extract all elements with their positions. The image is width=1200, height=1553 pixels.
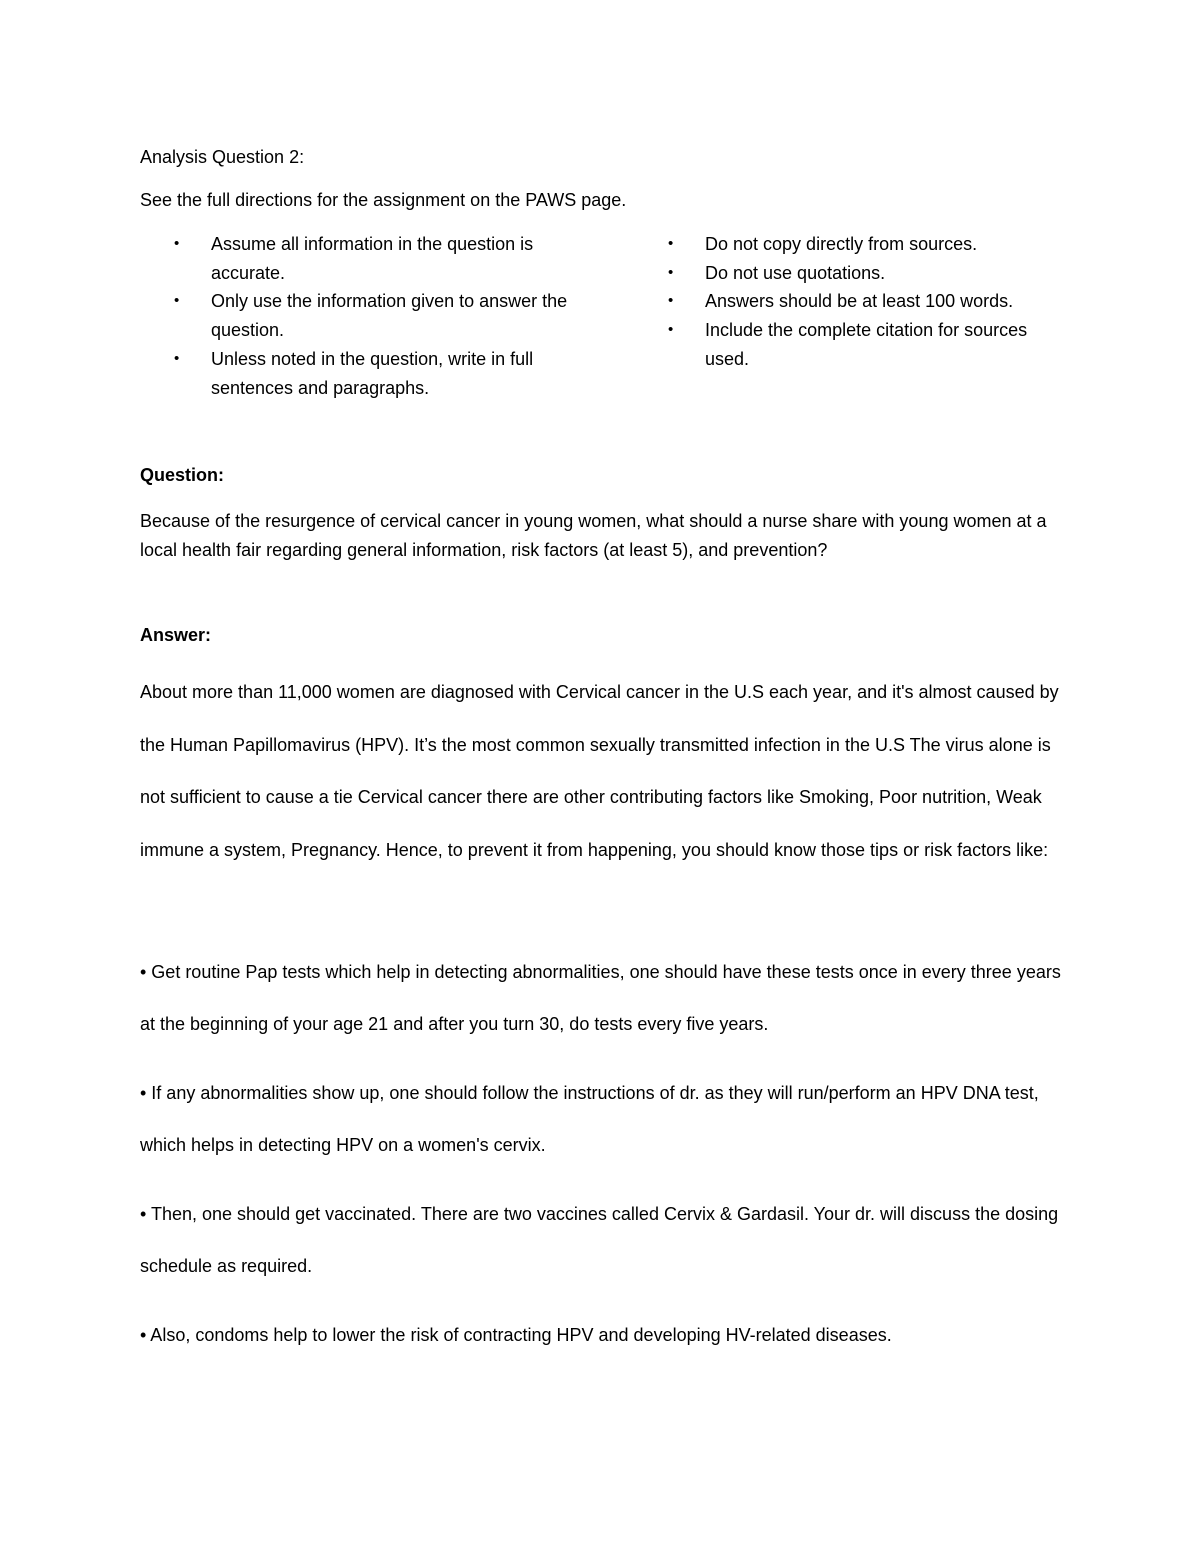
answer-bullet-2: • If any abnormalities show up, one should follow the instructions of dr. as they will run/perform an HPV DNA test, which helps in detecting HPV on a women's cervix.: [140, 1083, 1039, 1155]
page-title: Analysis Question 2:: [140, 147, 305, 167]
answer-bullet-4: • Also, condoms help to lower the risk of contracting HPV and developing HV-related diseases.: [140, 1325, 892, 1345]
rules-list-left: [145, 230, 575, 402]
rule-item: [639, 230, 1069, 259]
bullet-icon: •: [174, 292, 180, 310]
rule-text: Assume all information in the question is accurate.: [211, 234, 534, 283]
bullet-icon: •: [668, 292, 674, 310]
answer-bullet-3: • Then, one should get vaccinated. There are two vaccines called Cervix & Gardasil. Your dr. will discuss the dosing schedule as required.: [140, 1204, 1059, 1276]
answer-label: Answer:: [140, 625, 212, 645]
rule-item: [639, 259, 1069, 288]
bullet-icon: •: [174, 235, 180, 252]
rule-text: Only use the information given to answer the question.: [211, 291, 568, 341]
directions-text: See the full directions for the assignment on the PAWS page.: [140, 190, 627, 210]
bullet-icon: •: [668, 235, 674, 252]
rule-item: [639, 287, 1069, 316]
rule-text: Include the complete citation for sources used.: [705, 320, 1028, 369]
question-label: Question:: [140, 465, 224, 485]
rule-item: [639, 316, 1069, 373]
rule-text: Do not copy directly from sources.: [705, 234, 978, 254]
rule-text: Do not use quotations.: [705, 262, 886, 283]
answer-bullet-1: • Get routine Pap tests which help in detecting abnormalities, one should have these tests once in every three years at the beginning of your age 21 and after you turn 30, do tests every five years.: [140, 962, 1061, 1034]
bullet-icon: •: [668, 321, 674, 339]
rule-text: Unless noted in the question, write in full sentences and paragraphs.: [211, 348, 534, 398]
rule-item: [145, 345, 575, 402]
rule-text: Answers should be at least 100 words.: [705, 291, 1014, 312]
question-text: Because of the resurgence of cervical cancer in young women, what should a nurse share with young women at a local health fair regarding general information, risk factors (at least 5), and prevention?: [140, 511, 1047, 560]
bullet-icon: •: [668, 263, 674, 281]
rule-item: [145, 230, 575, 287]
answer-intro: About more than 11,000 women are diagnosed with Cervical cancer in the U.S each year, and it's almost caused by the Human Papillomavirus (HPV). It’s the most common sexually transmitted infection in the U.S The virus alone is not sufficient to cause a tie Cervical cancer there are other contributing factors like Smoking, Poor nutrition, Weak immune a system, Pregnancy. Hence, to prevent it from happening, you should know those tips or risk factors like:: [140, 682, 1059, 860]
rule-item: [145, 287, 575, 344]
rules-list-right: [639, 230, 1069, 374]
bullet-icon: •: [174, 349, 180, 367]
